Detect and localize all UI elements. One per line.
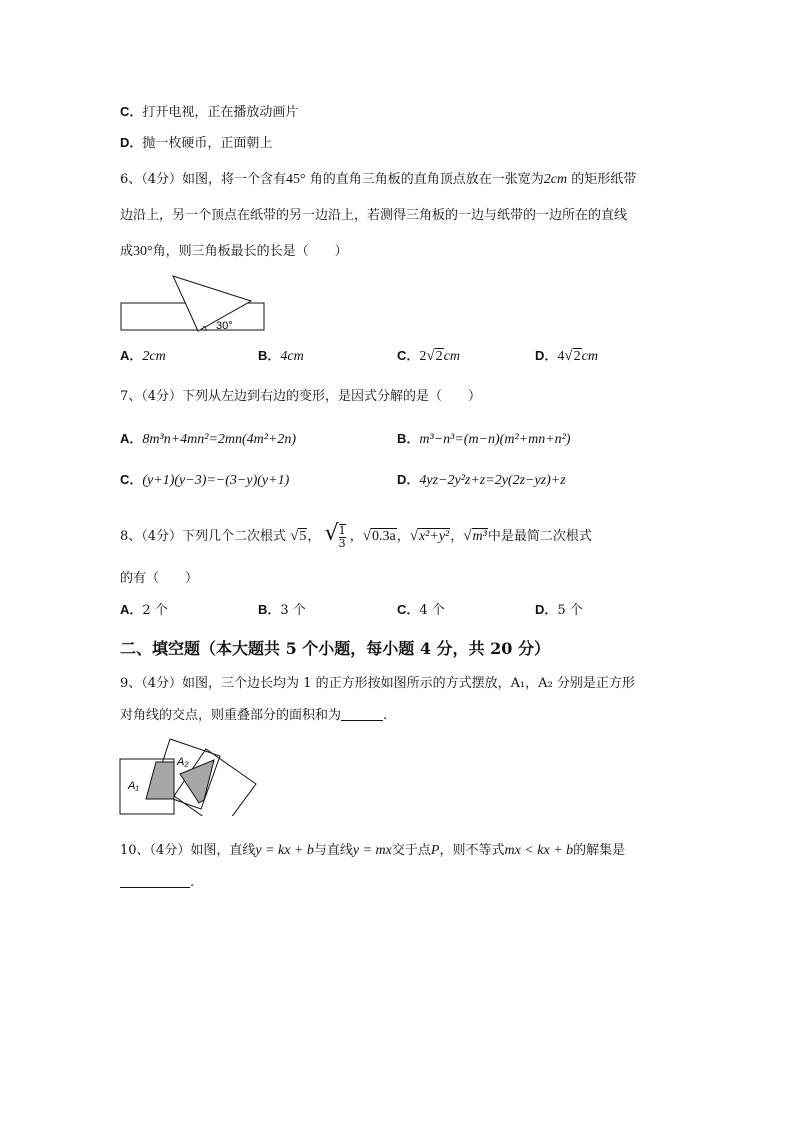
q6-option-c-coef: 2	[419, 349, 427, 364]
q7-option-c-expr: (y+1)(y−3)=−(3−y)(y+1)	[142, 473, 290, 488]
q8-suffix: 中是最简二次根式	[487, 529, 592, 544]
q8-sep-4: ，	[450, 529, 464, 544]
q8-radicand-1: 5	[299, 529, 307, 544]
q6-option-b-value: 4cm	[280, 349, 304, 364]
q8-sep-1: ，	[307, 529, 321, 544]
q8-radicand-4: x²+y²	[418, 529, 450, 544]
q7-option-b-label: B．	[397, 431, 420, 446]
q7-option-c	[120, 471, 289, 490]
q8-option-d-text: 5 个	[557, 603, 583, 618]
q8-option-a	[120, 601, 168, 620]
q8-option-c-label: C．	[397, 602, 420, 617]
q8-option-b	[258, 601, 306, 620]
q5-option-c-label: C．	[120, 104, 143, 119]
q6-angle30: 30°	[133, 244, 153, 259]
q10-stem-line1	[120, 842, 625, 860]
q10-prefix: 10、（4分）如图，直线	[120, 843, 256, 858]
q6-option-d-unit: cm	[581, 349, 598, 364]
q6-line3-suffix: 角，则三角板最长的长是（ ）	[152, 244, 348, 259]
q8-radical-3: √0.3a	[362, 528, 396, 544]
q6-option-a-label: A．	[120, 348, 143, 363]
q6-option-d-label: D．	[535, 348, 558, 363]
q7-option-d-label: D．	[397, 472, 420, 487]
q7-option-d-expr: 4yz−2y²z+z=2y(2z−yz)+z	[419, 473, 566, 488]
q6-option-c-unit: cm	[443, 349, 460, 364]
q6-option-d-coef: 4	[557, 349, 565, 364]
q6-option-d-radicand: 2	[573, 349, 581, 364]
q8-option-d	[535, 601, 583, 620]
q6-option-c	[397, 347, 460, 366]
q10-eq1: y = kx + b	[255, 843, 314, 858]
q8-radical-2-num: 1	[338, 523, 346, 537]
q6-option-c-sqrt: √2	[426, 348, 443, 364]
q7-option-c-label: C．	[120, 472, 143, 487]
q9-label-a1: A₁	[128, 780, 139, 792]
q10-mid1: 与直线	[313, 843, 353, 858]
q8-option-a-text: 2 个	[142, 603, 168, 618]
q8-radical-2: √ $\frac{1}{3}$	[324, 521, 346, 550]
q8-option-b-label: B．	[258, 602, 281, 617]
q5-option-c	[120, 103, 298, 122]
q8-option-b-text: 3 个	[280, 603, 306, 618]
q6-stem-line2: 边沿上，另一个顶点在纸带的另一边沿上，若测得三角板的一边与纸带的一边所在的直线	[120, 208, 628, 223]
q8-prefix: 8、（4分）下列几个二次根式	[120, 529, 287, 544]
q6-prefix: 6、（4分）如图，将一个含有	[120, 172, 287, 187]
q5-option-d-text: 抛一枚硬币，正面朝上	[142, 136, 273, 151]
q8-radical-2-den: 3	[338, 536, 346, 550]
q8-option-c	[397, 601, 445, 620]
q6-stem-line3	[120, 243, 348, 261]
q7-option-a-label: A．	[120, 431, 143, 446]
q10-stem-line2	[120, 874, 194, 892]
q10-inequality: mx < kx + b	[504, 843, 574, 858]
q8-radicand-3: 0.3a	[372, 529, 396, 544]
q6-option-b	[258, 347, 304, 366]
q6-option-a	[120, 347, 166, 366]
q8-option-c-text: 4 个	[419, 603, 445, 618]
q10-eq2: y = mx	[352, 843, 392, 858]
q9-label-a2: A₂	[177, 756, 189, 768]
q6-width: 2cm	[543, 172, 568, 187]
q6-figure-label: 30°	[216, 320, 233, 332]
q7-option-d	[397, 471, 566, 490]
q8-radical-1: √5	[290, 528, 307, 544]
q6-angle45: 45°	[286, 172, 306, 187]
q9-stem-line1: 9、（4分）如图，三个边长均为 1 的正方形按如图所示的方式摆放，A₁，A₂ 分别是正方形	[120, 676, 635, 691]
q5-option-c-text: 打开电视，正在播放动画片	[142, 105, 299, 120]
q6-line3-prefix: 成	[120, 244, 134, 259]
q6-option-d	[535, 347, 598, 366]
q9-line2-suffix: .	[383, 708, 388, 723]
q6-option-d-sqrt: √2	[564, 348, 581, 364]
q10-point: P	[430, 843, 440, 858]
q8-radical-5: √m³	[463, 528, 487, 544]
q8-radicand-5: m³	[472, 529, 487, 544]
q6-option-c-label: C．	[397, 348, 420, 363]
q6-option-c-radicand: 2	[435, 349, 443, 364]
q10-suffix: 的解集是	[573, 843, 626, 858]
q6-option-b-label: B．	[258, 348, 281, 363]
q6-mid1: 角的直角三角板的直角顶点放在一张宽为	[305, 172, 544, 187]
section-heading-fill-in: 二、填空题（本大题共 5 个小题，每小题 4 分，共 20 分）	[120, 639, 550, 658]
q8-radical-4: √x²+y²	[409, 528, 450, 544]
q6-stem-line1	[120, 171, 636, 189]
q7-option-a-expr: 8m³n+4mn²=2mn(4m²+2n)	[142, 432, 297, 447]
q10-mid2: 交于点	[391, 843, 431, 858]
q8-stem-line1	[120, 521, 592, 550]
q5-option-d	[120, 134, 272, 153]
q10-answer-blank[interactable]	[120, 874, 190, 888]
q5-option-d-label: D．	[120, 135, 143, 150]
q8-option-d-label: D．	[535, 602, 558, 617]
q9-answer-blank[interactable]	[341, 707, 383, 721]
q6-option-a-value: 2cm	[142, 349, 166, 364]
q8-stem-line2: 的有（ ）	[120, 571, 199, 586]
q7-option-b	[397, 430, 571, 449]
q7-stem: 7、（4分）下列从左边到右边的变形，是因式分解的是（ ）	[120, 389, 482, 404]
q9-figure	[118, 736, 260, 816]
q9-line2-prefix: 对角线的交点，则重叠部分的面积和为	[120, 708, 342, 723]
q8-option-a-label: A．	[120, 602, 143, 617]
q10-end: .	[190, 875, 195, 890]
q6-mid2: 的矩形纸带	[567, 172, 637, 187]
q7-option-a	[120, 430, 296, 449]
q8-sep-2: ，	[349, 529, 363, 544]
q6-figure	[118, 274, 268, 336]
q9-stem-line2	[120, 707, 387, 725]
q8-sep-3: ，	[396, 529, 410, 544]
q7-option-b-expr: m³−n³=(m−n)(m²+mn+n²)	[419, 432, 571, 447]
q10-mid3: ，则不等式	[439, 843, 505, 858]
